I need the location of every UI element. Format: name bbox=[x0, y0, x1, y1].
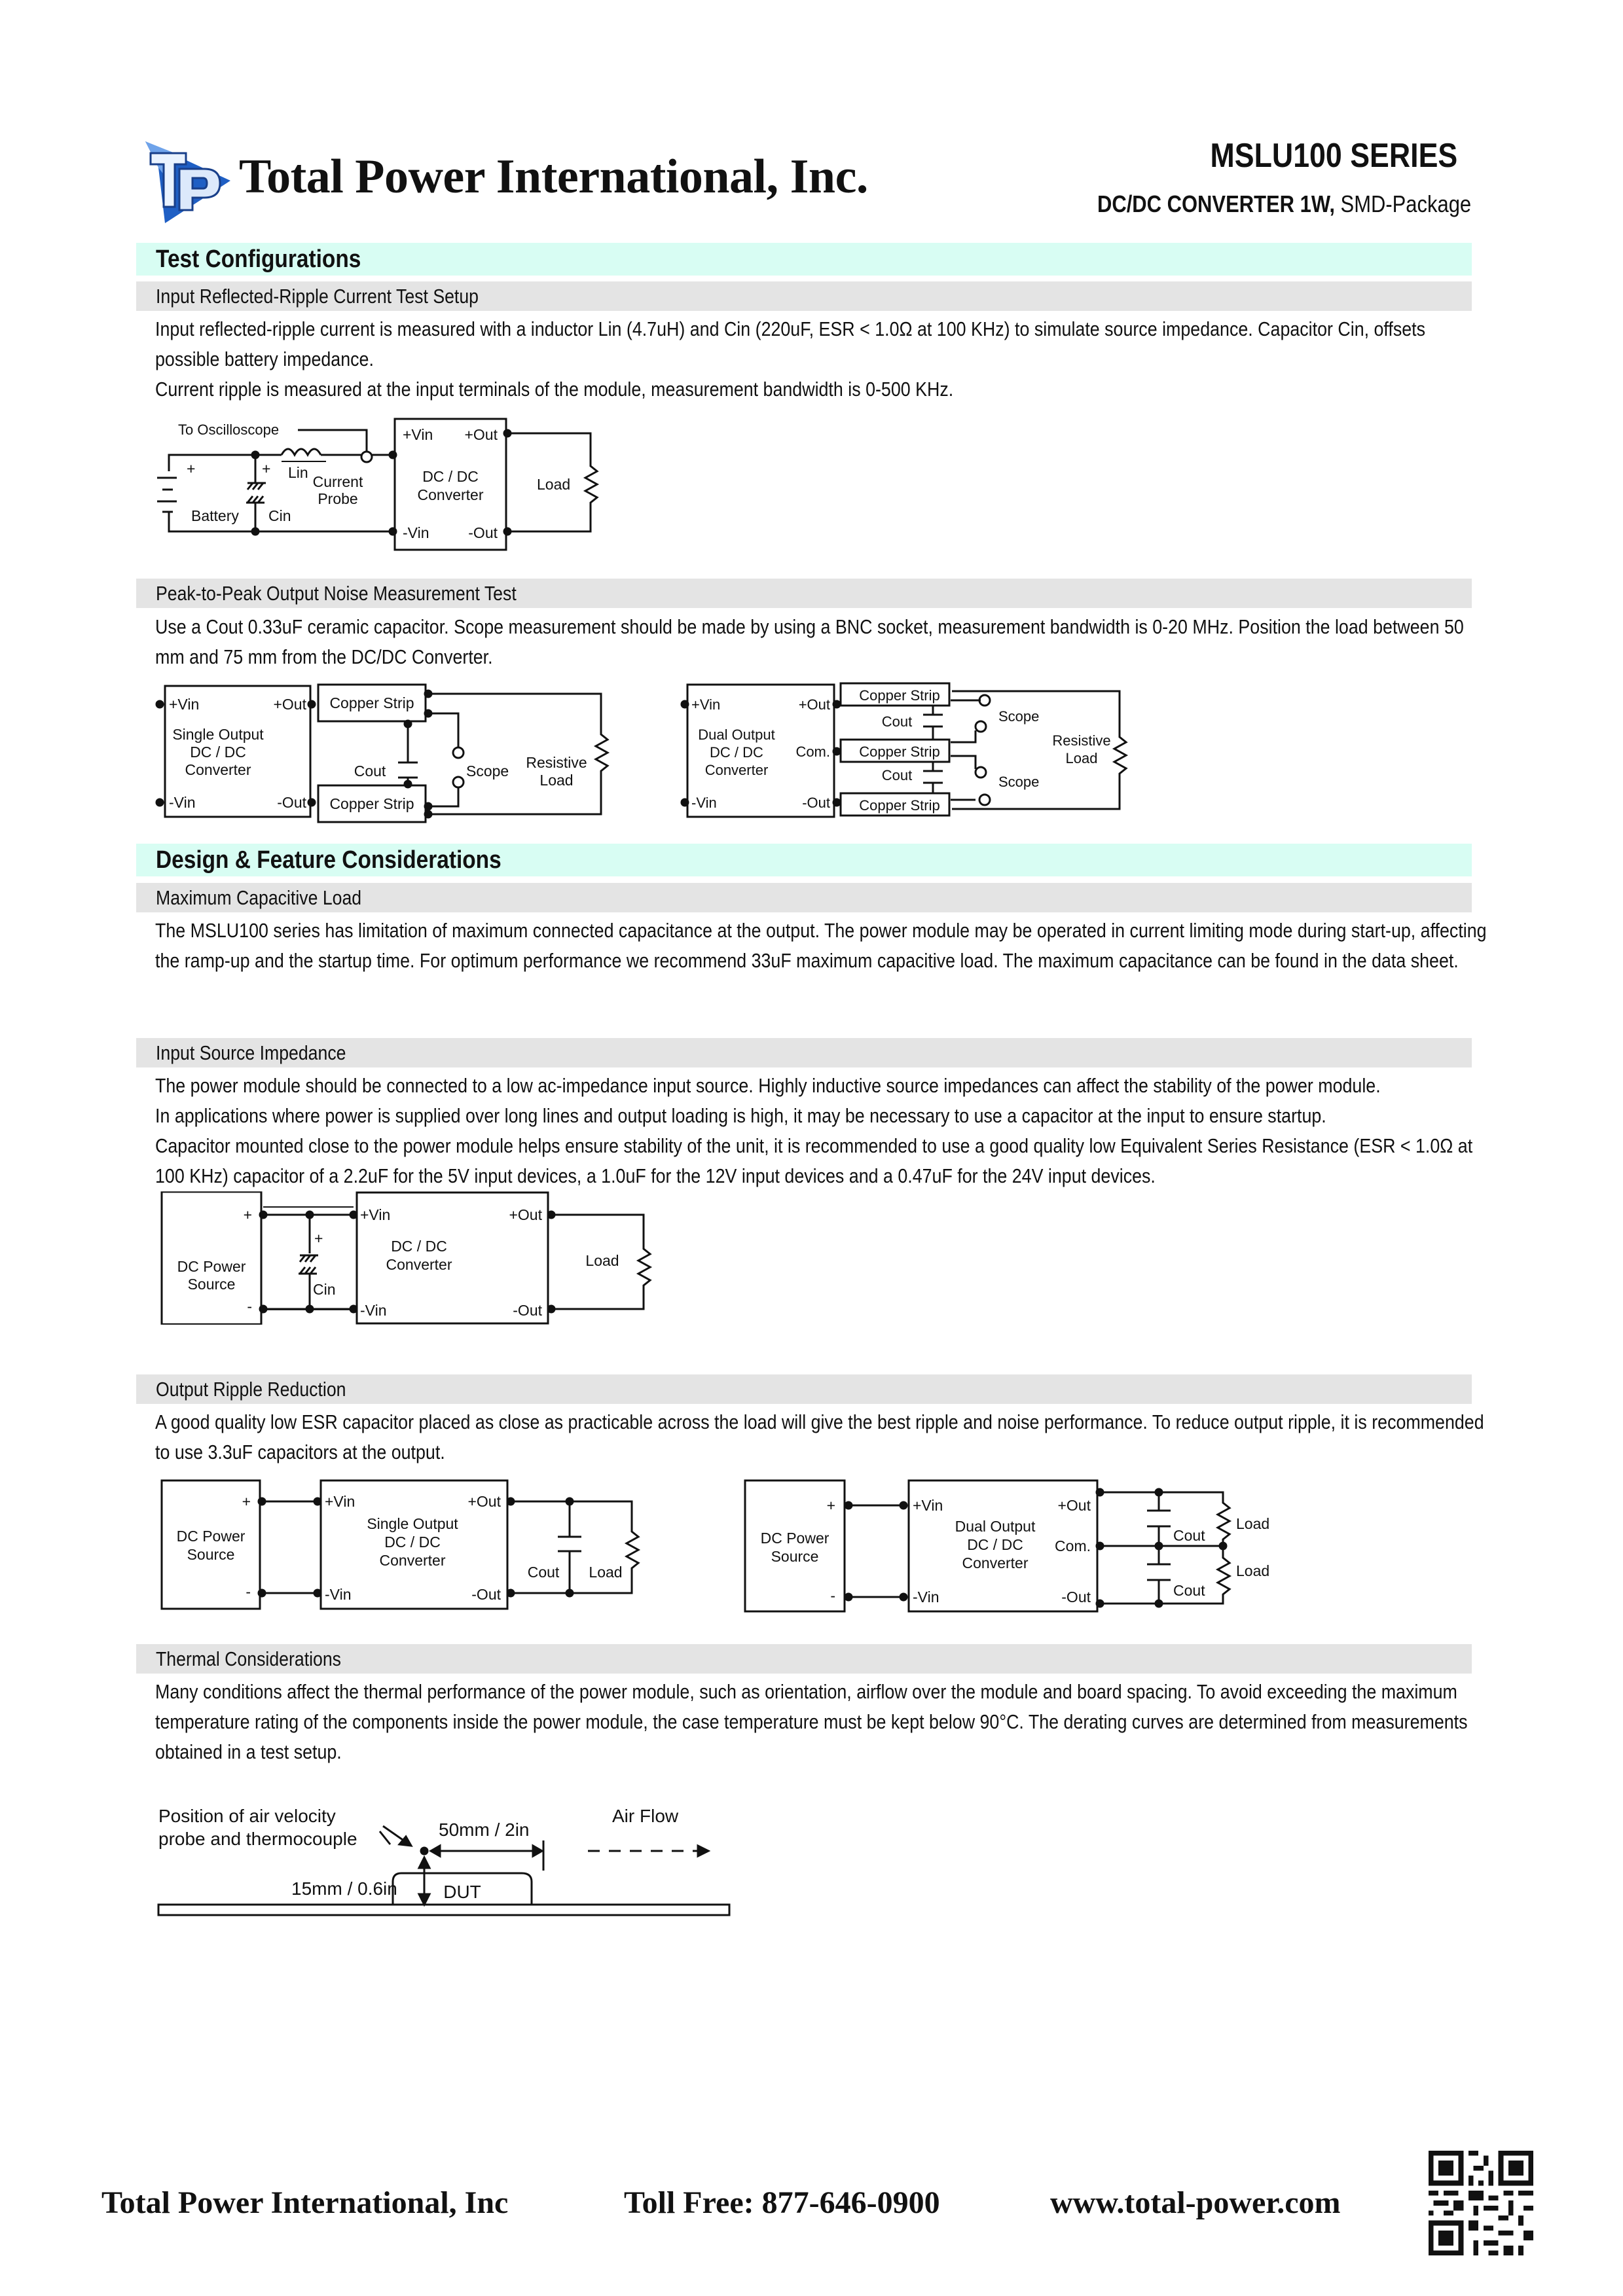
paragraph-output-noise bbox=[155, 612, 1464, 672]
scope-label: Scope bbox=[466, 762, 509, 780]
dcdc-label: DC / DC bbox=[384, 1534, 441, 1551]
qr-code-icon bbox=[1429, 2151, 1533, 2255]
paragraph-text: Use a Cout 0.33uF ceramic capacitor. Scope measurement should be made by using a BNC socket, measurement bandwidth is 0-20 MHz. Position the load between 50 mm and 75 mm from the DC/DC Converter. bbox=[155, 615, 1464, 668]
single-output-label: Single Output bbox=[367, 1515, 458, 1532]
noise-dual-output-diagram bbox=[681, 681, 1139, 825]
section-title: Design & Feature Considerations bbox=[156, 846, 501, 874]
subsection-output-ripple bbox=[136, 1374, 1472, 1404]
resistive-label: Resistive bbox=[1052, 732, 1111, 749]
copper-strip-top-label: Copper Strip bbox=[859, 687, 940, 704]
footer-website[interactable]: www.total-power.com bbox=[1050, 2185, 1341, 2220]
out-plus-label: +Out bbox=[464, 426, 498, 443]
subtitle-bold: DC/DC CONVERTER 1W, bbox=[1097, 190, 1335, 217]
cout-label: Cout bbox=[354, 762, 386, 780]
vin-plus-label: +Vin bbox=[913, 1497, 943, 1514]
paragraph-text: Capacitor mounted close to the power module helps ensure stability of the unit, it is recommended to use a good quality low Equivalent Series Resistance (ESR < 1.0Ω at 100 KHz) capacitor of a 2.2uF for the 5V input devices, a 1.0uF for the 12V input devices and a 0.47uF for the 24V input devices. bbox=[155, 1134, 1473, 1187]
dcdc-label: DC / DC bbox=[710, 744, 763, 761]
load-label: Load bbox=[1065, 750, 1098, 766]
subsection-title: Maximum Capacitive Load bbox=[156, 886, 362, 909]
airflow-label: Air Flow bbox=[612, 1806, 679, 1826]
cin-label: Cin bbox=[313, 1281, 336, 1298]
converter-label: Converter bbox=[386, 1256, 452, 1273]
series-title: MSLU100 SERIES bbox=[1210, 137, 1457, 175]
converter-label: Converter bbox=[962, 1554, 1029, 1571]
converter-label: Converter bbox=[704, 762, 769, 778]
cin-plus-label: + bbox=[262, 460, 271, 477]
out-minus-label: -Out bbox=[468, 524, 498, 541]
subsection-thermal bbox=[136, 1644, 1472, 1674]
to-oscilloscope-label: To Oscilloscope bbox=[178, 422, 280, 438]
dcdc-label: DC / DC bbox=[391, 1238, 447, 1255]
subsection-title: Input Source Impedance bbox=[156, 1041, 346, 1064]
input-source-impedance-diagram bbox=[151, 1191, 648, 1342]
footer-phone: Toll Free: 877-646-0900 bbox=[624, 2185, 940, 2220]
out-minus-label: -Out bbox=[513, 1302, 542, 1319]
paragraph-text: Input reflected-ripple current is measured with a inductor Lin (4.7uH) and Cin (220uF, ESR < 1.0Ω at 100 KHz) to simulate source impedance. Capacitor Cin, offsets possible battery impedance. bbox=[155, 317, 1426, 370]
company-name: Total Power International, Inc. bbox=[239, 150, 868, 204]
dc-power-label: DC Power bbox=[176, 1528, 246, 1545]
load-bottom-label: Load bbox=[1236, 1562, 1270, 1579]
ripple-dual-output-diagram bbox=[740, 1479, 1303, 1630]
company-logo-icon bbox=[139, 128, 237, 226]
minus-label: - bbox=[246, 1583, 251, 1600]
scope-top-label: Scope bbox=[998, 708, 1040, 725]
paragraph-thermal bbox=[155, 1677, 1468, 1767]
plus-label: + bbox=[243, 1206, 252, 1223]
vin-minus-label: -Vin bbox=[913, 1588, 939, 1605]
paragraph-text: The power module should be connected to a low ac-impedance input source. Highly inductive source impedances can affect the stability of the power module. bbox=[155, 1074, 1381, 1097]
out-plus-label: +Out bbox=[798, 696, 830, 713]
vin-minus-label: -Vin bbox=[691, 795, 717, 811]
out-minus-label: -Out bbox=[277, 794, 306, 811]
out-minus-label: -Out bbox=[1061, 1588, 1091, 1605]
dual-output-label: Dual Output bbox=[698, 726, 775, 743]
subsection-output-noise bbox=[136, 579, 1472, 608]
out-plus-label: +Out bbox=[273, 696, 306, 713]
dcdc-label: DC / DC bbox=[190, 744, 246, 761]
converter-label: Converter bbox=[379, 1552, 446, 1569]
height-label: 15mm / 0.6in bbox=[291, 1878, 397, 1899]
plus-label: + bbox=[242, 1493, 251, 1510]
vin-minus-label: -Vin bbox=[169, 794, 196, 811]
lin-label: Lin bbox=[288, 464, 308, 481]
paragraph-text: Current ripple is measured at the input terminals of the module, measurement bandwidth is 0-500 KHz. bbox=[155, 378, 954, 401]
out-plus-label: +Out bbox=[509, 1206, 542, 1223]
resistive-label: Resistive bbox=[526, 754, 587, 771]
paragraph-text: Many conditions affect the thermal performance of the power module, such as orientation, airflow over the module and board spacing. To avoid exceeding the maximum temperature rating of the components inside the power module, the case temperature must be kept below 90°C. The derating curves are determined from measurements obtained in a test setup. bbox=[155, 1680, 1468, 1763]
battery-plus-label: + bbox=[187, 460, 196, 477]
vin-minus-label: -Vin bbox=[403, 524, 429, 541]
out-minus-label: -Out bbox=[802, 795, 830, 811]
vin-plus-label: +Vin bbox=[169, 696, 200, 713]
dut-label: DUT bbox=[443, 1882, 481, 1902]
subtitle-rest: SMD-Package bbox=[1334, 190, 1471, 217]
vin-plus-label: +Vin bbox=[691, 696, 721, 713]
thermal-setup-diagram bbox=[151, 1793, 740, 1937]
paragraph-text: A good quality low ESR capacitor placed as close as practicable across the load will give the best ripple and noise performance. To reduce output ripple, it is recommended to use 3.3uF capacitors at the output. bbox=[155, 1410, 1484, 1463]
subsection-title: Thermal Considerations bbox=[156, 1647, 342, 1670]
reflected-ripple-diagram bbox=[151, 412, 609, 556]
converter-label: Converter bbox=[417, 486, 484, 503]
vin-minus-label: -Vin bbox=[360, 1302, 387, 1319]
subsection-title: Peak-to-Peak Output Noise Measurement Test bbox=[156, 582, 517, 605]
converter-label: Converter bbox=[185, 761, 251, 778]
source-label: Source bbox=[187, 1276, 236, 1293]
load-top-label: Load bbox=[1236, 1515, 1270, 1532]
footer-company: Total Power International, Inc bbox=[101, 2185, 509, 2220]
subsection-max-capacitive-load bbox=[136, 883, 1472, 912]
single-output-label: Single Output bbox=[172, 726, 264, 743]
dcdc-label: DC / DC bbox=[967, 1536, 1023, 1553]
out-plus-label: +Out bbox=[1057, 1497, 1091, 1514]
copper-strip-top-label: Copper Strip bbox=[329, 694, 414, 711]
probe-position-label-2: probe and thermocouple bbox=[158, 1829, 357, 1849]
ripple-single-output-diagram bbox=[151, 1479, 661, 1630]
com-label: Com. bbox=[1055, 1537, 1091, 1554]
battery-label: Battery bbox=[191, 507, 239, 524]
cout-bottom-label: Cout bbox=[1173, 1582, 1205, 1599]
current-label: Current bbox=[312, 473, 363, 490]
distance-label: 50mm / 2in bbox=[439, 1820, 530, 1840]
source-label: Source bbox=[771, 1548, 819, 1565]
paragraph-text: In applications where power is supplied over long lines and output loading is high, it may be necessary to use a capacitor at the input to ensure startup. bbox=[155, 1104, 1326, 1127]
section-design-feature bbox=[136, 844, 1472, 876]
paragraph-max-capacitive-load bbox=[155, 916, 1487, 976]
load-label: Load bbox=[585, 1252, 619, 1269]
plus-label: + bbox=[826, 1497, 835, 1514]
dual-output-label: Dual Output bbox=[955, 1518, 1036, 1535]
subsection-reflected-ripple bbox=[136, 281, 1472, 311]
paragraph-output-ripple bbox=[155, 1407, 1484, 1467]
load-label: Load bbox=[537, 476, 571, 493]
subsection-title: Input Reflected-Ripple Current Test Setup bbox=[156, 285, 479, 308]
copper-strip-mid-label: Copper Strip bbox=[859, 744, 940, 760]
vin-minus-label: -Vin bbox=[325, 1586, 352, 1603]
cin-label: Cin bbox=[268, 507, 291, 524]
copper-strip-bottom-label: Copper Strip bbox=[329, 795, 414, 812]
series-subtitle bbox=[1097, 190, 1471, 218]
minus-label: - bbox=[830, 1587, 835, 1604]
dc-power-label: DC Power bbox=[760, 1530, 830, 1547]
cout-label: Cout bbox=[527, 1564, 560, 1581]
paragraph-reflected-ripple bbox=[155, 314, 1426, 404]
load-label: Load bbox=[539, 772, 574, 789]
out-minus-label: -Out bbox=[471, 1586, 501, 1603]
com-label: Com. bbox=[795, 744, 830, 760]
subsection-title: Output Ripple Reduction bbox=[156, 1378, 346, 1401]
vin-plus-label: +Vin bbox=[325, 1493, 356, 1510]
vin-plus-label: +Vin bbox=[403, 426, 433, 443]
cout-top-label: Cout bbox=[881, 713, 913, 730]
minus-label: - bbox=[247, 1298, 252, 1315]
noise-single-output-diagram bbox=[151, 681, 622, 825]
paragraph-text: The MSLU100 series has limitation of maximum connected capacitance at the output. The power module may be operated in current limiting mode during start-up, affecting the ramp-up and the startup time. For optimum performance we recommend 33uF maximum capacitive load. The maximum capacitance can be found in the data sheet. bbox=[155, 919, 1487, 972]
cin-plus-label: + bbox=[314, 1230, 323, 1247]
section-test-configurations bbox=[136, 243, 1472, 276]
subsection-input-source-impedance bbox=[136, 1038, 1472, 1067]
cout-top-label: Cout bbox=[1173, 1527, 1205, 1544]
dcdc-label: DC / DC bbox=[422, 468, 479, 485]
dc-power-label: DC Power bbox=[177, 1258, 246, 1275]
section-title: Test Configurations bbox=[156, 245, 361, 273]
load-label: Load bbox=[589, 1564, 623, 1581]
probe-position-label-1: Position of air velocity bbox=[158, 1806, 336, 1826]
probe-label: Probe bbox=[318, 490, 358, 507]
paragraph-input-source-impedance bbox=[155, 1071, 1473, 1191]
vin-plus-label: +Vin bbox=[360, 1206, 391, 1223]
scope-bottom-label: Scope bbox=[998, 774, 1040, 790]
copper-strip-bottom-label: Copper Strip bbox=[859, 797, 940, 814]
out-plus-label: +Out bbox=[467, 1493, 501, 1510]
source-label: Source bbox=[187, 1546, 235, 1563]
cout-bottom-label: Cout bbox=[881, 767, 913, 783]
